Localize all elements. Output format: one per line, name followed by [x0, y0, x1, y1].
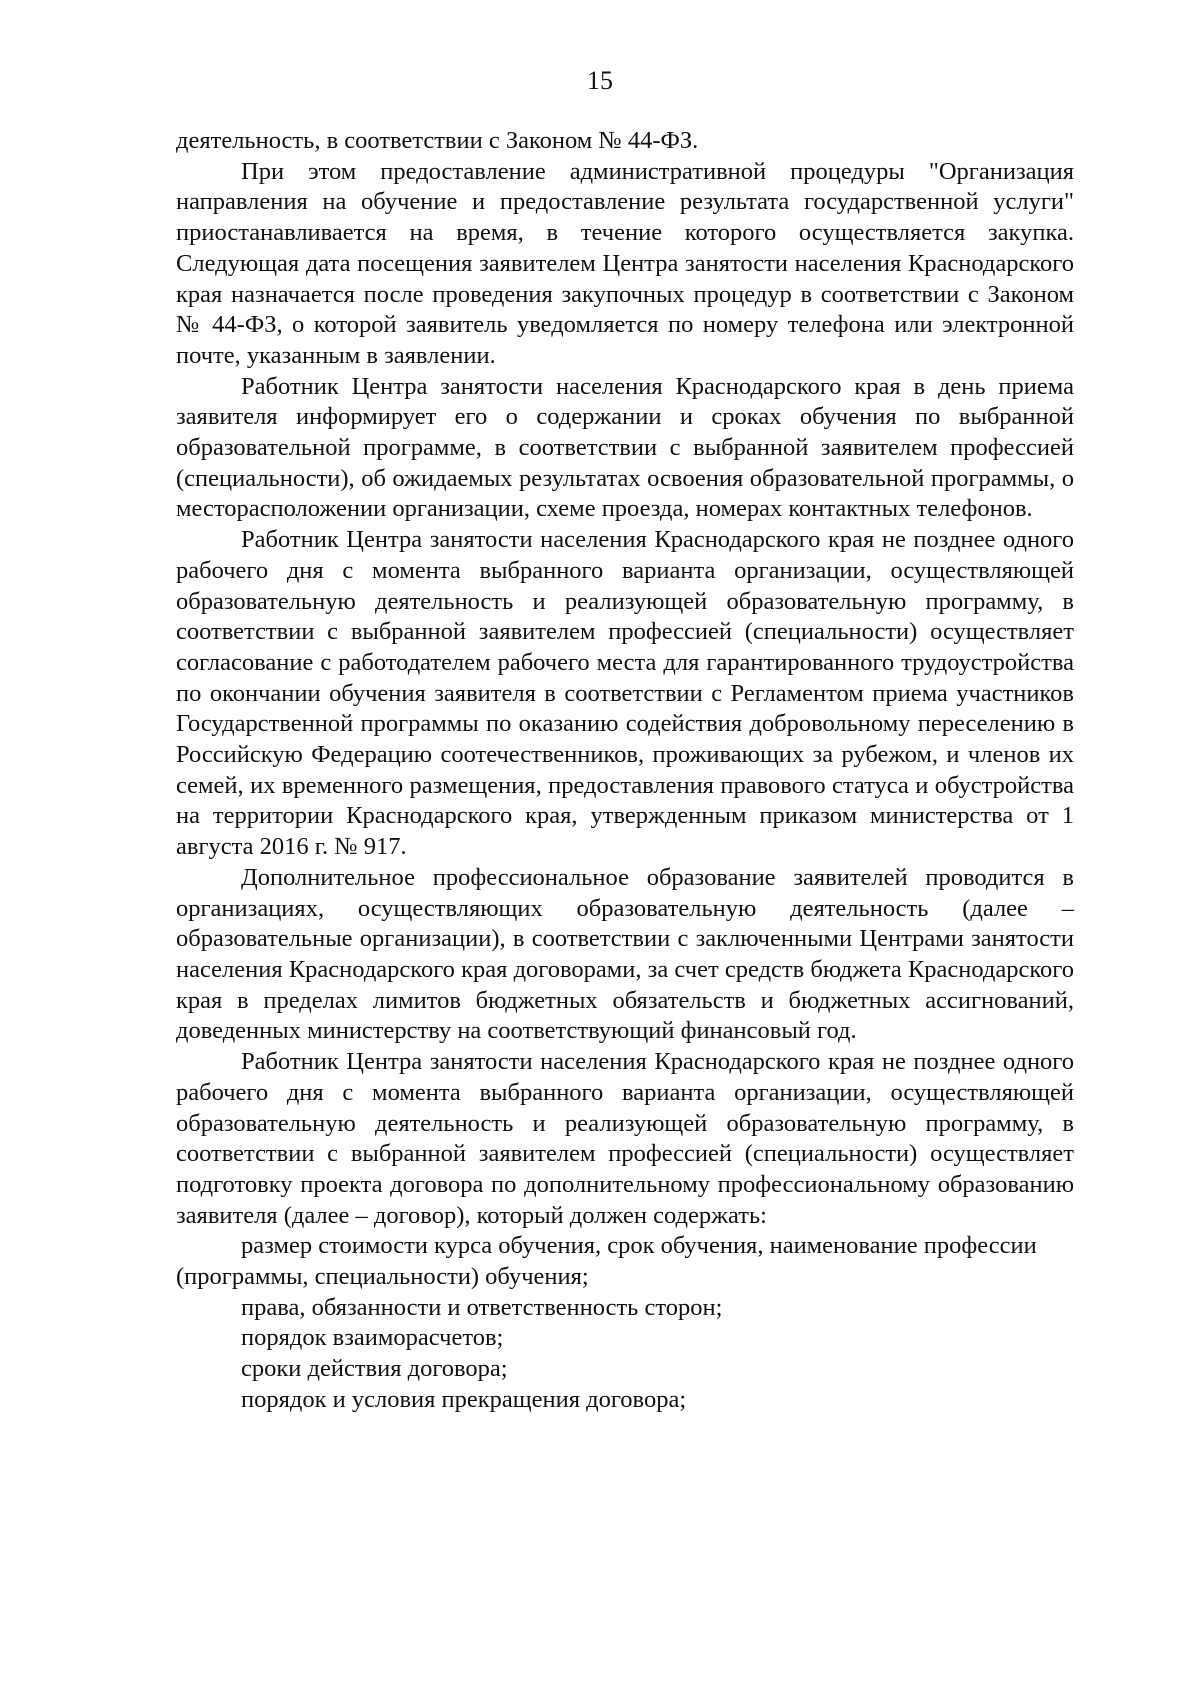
list-item: сроки действия договора;	[241, 1355, 508, 1383]
paragraph-contract-preparation: Работник Центра занятости населения Краснодарского края не позднее одного рабочего дня с момента выбранного варианта организации, осуществляющей образовательную деятельность и реализующей образовательную программу, в соответствии с выбранной заявителем профессией (специальности) осуществляет подготовку проекта договора по дополнительному профессиональному образованию заявителя (далее – договор), который должен содержать:	[176, 1048, 1074, 1229]
document-body	[176, 126, 1074, 1416]
list-item: порядок взаиморасчетов;	[241, 1324, 504, 1352]
paragraph-additional-education: Дополнительное профессиональное образование заявителей проводится в организациях, осуществляющих образовательную деятельность (далее – образовательные организации), в соответствии с заключенными Центрами занятости населения Краснодарского края договорами, за счет средств бюджета Краснодарского края в пределах лимитов бюджетных обязательств и бюджетных ассигнований, доведенных министерству на соответствующий финансовый год.	[176, 863, 1074, 1045]
paragraph-employer-agreement: Работник Центра занятости населения Краснодарского края не позднее одного рабочего дня с момента выбранного варианта организации, осуществляющей образовательную деятельность и реализующей образовательную программу, в соответствии с выбранной заявителем профессией (специальности) осуществляет согласование с работодателем рабочего места для гарантированного трудоустройства по окончании обучения заявителя в соответствии с Регламентом приема участников Государственной программы по оказанию содействия добровольному переселению в Российскую Федерацию соотечественников, проживающих за рубежом, и членов их семей, их временного размещения, предоставления правового статуса и обустройства на территории Краснодарского края, утвержденным приказом министерства от 1 августа 2016 г. № 917.	[176, 526, 1074, 861]
paragraph-informing-applicant: Работник Центра занятости населения Краснодарского края в день приема заявителя информирует его о содержании и сроках обучения по выбранной образовательной программе, в соответствии с выбранной заявителем профессией (специальности), об ожидаемых результатах освоения образовательной программы, о месторасположении организации, схеме проезда, номерах контактных телефонов.	[176, 372, 1074, 523]
list-item: порядок и условия прекращения договора;	[241, 1385, 687, 1413]
list-item: размер стоимости курса обучения, срок обучения, наименование профессии (программы, специальности) обучения;	[176, 1232, 1037, 1291]
paragraph-continuation: деятельность, в соответствии с Законом № 44-ФЗ.	[176, 127, 699, 154]
list-item: права, обязанности и ответственность сторон;	[241, 1293, 723, 1321]
page-number: 15	[587, 66, 613, 95]
paragraph-procedure-suspension: При этом предоставление административной процедуры "Организация направления на обучение и предоставление результата государственной услуги" приостанавливается на время, в течение которого осуществляется закупка. Следующая дата посещения заявителем Центра занятости населения Краснодарского края назначается после проведения закупочных процедур в соответствии с Законом № 44-ФЗ, о которой заявитель уведомляется по номеру телефона или электронной почте, указанным в заявлении.	[176, 157, 1074, 369]
